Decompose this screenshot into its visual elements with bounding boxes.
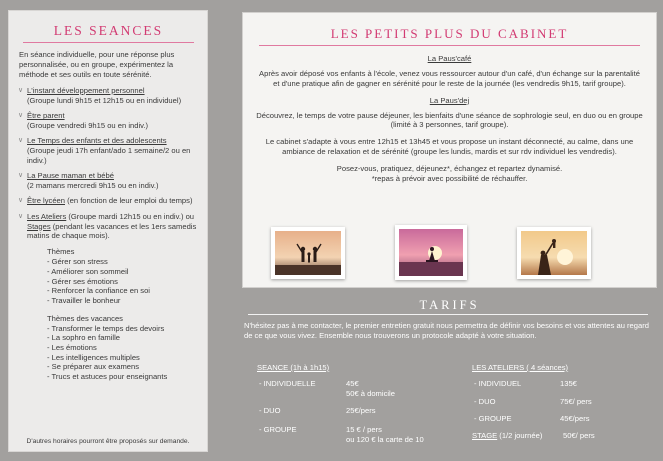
tarif-price: 75€/ pers [560,397,592,406]
mother-child-photo [517,227,591,279]
seance-item-detail: (Groupe lundi 9h15 et 12h15 ou en individuel) [27,95,182,105]
tarif-label: - GROUPE [474,414,512,423]
tarif-price: 25€/pers [346,406,376,415]
ateliers-label[interactable]: Les Ateliers [27,211,67,221]
ateliers-item [19,212,198,241]
tarif-note: ou 120 € la carte de 10 [346,435,424,444]
seance-item-detail: (2 mamans mercredi 9h15 ou en indiv.) [27,180,159,190]
theme-item: - Gérer ses émotions [47,276,118,286]
horaires-note: D'autres horaires pourront être proposés sur demande. [26,438,190,445]
vacances-item: - Trucs et astuces pour enseignants [47,371,168,381]
seances-title: LES SEANCES [53,23,164,38]
seances-panel [8,10,208,452]
vacances-item: - Les émotions [47,343,97,353]
check-icon: ∨ [18,197,24,205]
tarif-label: - DUO [259,406,281,415]
check-icon: ∨ [18,212,24,220]
themes-heading: Thèmes [47,246,75,256]
tarif-label: - DUO [474,397,496,406]
seance-item-detail: (en fonction de leur emploi du temps) [65,196,193,206]
tarif-label: - INDIVIDUELLE [259,379,316,388]
tarifs-title: TARIFS [419,298,480,312]
vacances-item: - Les intelligences multiples [47,352,140,362]
tagline: Posez-vous, pratiquez, déjeunez*, échangez et repartez dynamisé. [336,163,563,173]
theme-item: - Travailler le bonheur [47,295,121,305]
title-divider [259,45,640,46]
vacances-heading: Thèmes des vacances [47,314,123,324]
theme-item: - Renforcer la confiance en soi [47,286,150,296]
theme-item: - Améliorer son sommeil [47,266,129,276]
seance-item-label[interactable]: La Pause maman et bébé [27,171,114,181]
tarif-price: 135€ [560,379,577,388]
check-icon: ∨ [18,137,24,145]
ateliers-tarifs-heading: LES ATELIERS ( 4 séances) [472,363,569,372]
seances-intro: En séance individuelle, pour une réponse plus personnalisée, ou en groupe, expérimentez la méthode et ses outils en toute sérénité. [19,50,175,79]
stage-price: 50€/ pers [563,431,595,440]
pausdej-heading: La Paus'dej [429,95,470,105]
meditation-photo [395,225,467,280]
vacances-item: - La sophro en famille [47,333,121,343]
seance-item [19,171,198,190]
stage-duration: (1/2 journée) [497,431,543,440]
themes-list [47,247,198,382]
seance-item-detail: (Groupe jeudi 17h enfant/ado 1 semaine/2 ou en indiv.) [27,145,191,165]
stages-label[interactable]: Stages [27,221,51,231]
pauscafe-heading: La Paus'café [427,54,472,63]
seance-tarifs-heading: SEANCE (1h à 1h15) [257,363,330,372]
pauscafe-text: Après avoir déposé vos enfants à l'école, venez vous ressourcer autour d'un café, d'un échange sur la parentalité et d'une pratique afin de gagner en sérénité pour le reste de la journée (les vendredis 9h15, tarif groupe). [259,69,640,88]
title-divider [23,42,194,43]
seance-item-label[interactable]: Le Temps des enfants et des adolescents [27,136,167,146]
seance-item [19,111,198,130]
seance-item-detail: (Groupe vendredi 9h15 ou en indiv.) [27,120,149,130]
family-sunset-photo [271,227,345,279]
tarif-note: 50€ à domicile [346,389,395,398]
cabinet-panel [242,12,657,288]
ateliers-tarifs [472,363,652,458]
seance-item-label[interactable]: Être parent [27,111,65,121]
tarif-price: 45€/pers [560,414,590,423]
vacances-item: - Se préparer aux examens [47,362,140,372]
cabinet-title: LES PETITS PLUS DU CABINET [330,26,569,41]
ateliers-detail: (Groupe mardi 12h15 ou en indiv.) ou [66,211,195,221]
tarifs-divider [248,314,648,315]
tarif-price: 45€ [346,379,359,388]
stage-tarif [472,431,542,441]
tarif-label: - INDIVIDUEL [474,379,522,388]
vacances-item: - Transformer le temps des devoirs [47,323,165,333]
tarifs-intro: N'hésitez pas à me contacter, le premier entretien gratuit nous permettra de définir vos besoins et vos attentes au regard de ce que vous vivez. Ensemble nous trouverons un protocole adapté à votre situation. [244,321,649,340]
tarif-label: - GROUPE [259,425,297,434]
seance-item [19,196,198,206]
pausdej-text: Découvrez, le temps de votre pause déjeuner, les bienfaits d'une séance de sophrologie seul, en duo ou en groupe (limité à 3 personnes, tarif groupe). [256,110,643,130]
check-icon: ∨ [18,172,24,180]
repas-note: *repas à prévoir avec possibilité de réchauffer. [371,173,528,183]
seance-item [19,86,198,105]
seance-item-label[interactable]: L'instant développement personnel [27,86,145,95]
seance-tarifs [257,363,467,458]
stage-label: STAGE [472,431,498,440]
stages-detail: (pendant les vacances et les 1ers samedis matins de chaque mois). [27,221,197,241]
tarif-price: 15 € / pers [346,425,382,434]
check-icon: ∨ [18,112,24,120]
theme-item: - Gérer son stress [47,257,108,267]
cabinet-horaires-text: Le cabinet s'adapte à vous entre 12h15 et 13h45 et vous propose un instant déconnecté, au calme, dans une ambiance de relaxation et de sérénité (groupe les lundis, mardis et sur rdv individuel les vendredis). [265,137,634,156]
seance-item [19,136,198,165]
check-icon: ∨ [18,87,24,94]
seance-item-label[interactable]: Être lycéen [27,196,65,206]
photo-strip [243,227,656,281]
